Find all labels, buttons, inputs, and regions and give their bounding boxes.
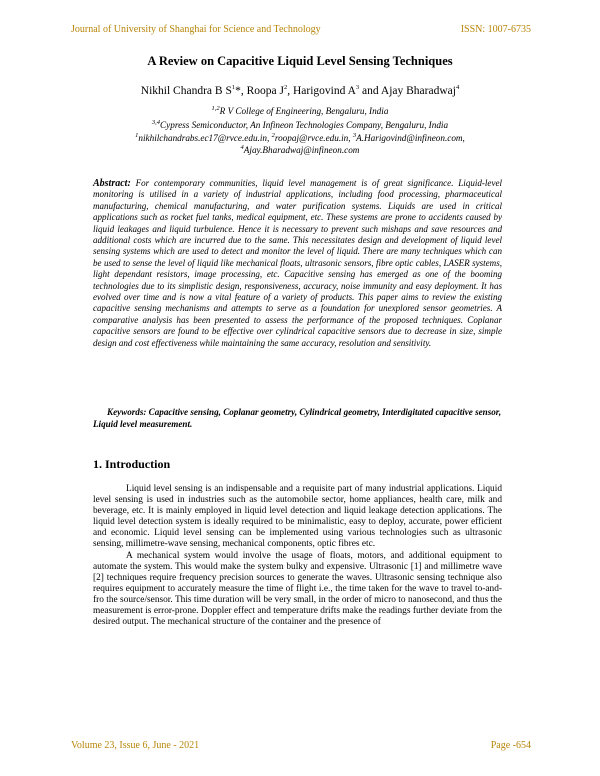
affiliation-text: R V College of Engineering, Bengaluru, India (219, 106, 389, 116)
email-text: nikhilchandrabs.ec17@rvce.edu.in, (138, 133, 272, 143)
author-sup: 1 (231, 84, 236, 92)
volume-footer: Volume 23, Issue 6, June - 2021 (71, 740, 200, 751)
affiliation-line (0, 106, 600, 117)
body-paragraph: Liquid level sensing is an indispensable and a requisite part of many industrial applications. Liquid level sensing is used in industries such as the automobile sector, home appliances, health care, milk and beverage, etc. It is mainly employed in liquid level detection and liquid leakage detection applications. The liquid level detection system is ideally required to be minimalistic, easy to deploy, accurate, power efficient and economic. Liquid level sensing can be implemented using various technologies such as ultrasonic sensing, millimetre-wave sensing, mechanical components, optic fibres etc. (93, 484, 502, 550)
abstract (93, 178, 502, 349)
author-sup: 3 (355, 84, 360, 92)
email-sup: 2 (271, 131, 275, 139)
email-text: Ajay.Bharadwaj@infineon.com (243, 145, 360, 155)
body-paragraph: A mechanical system would involve the usage of floats, motors, and additional equipment to automate the system. This would make the system bulky and expensive. Ultrasonic [1] and millimetre wave [2] techniques require frequency precision sources to generate the waves. Ultrasonic sensing technique also requires equipment to accurately measure the time of flight i.e., the time taken for the wave to travel to-and-fro the source/sensor. This time duration will be very small, in the order of micro to nanosecond, and thus the measurement is error-prone. Doppler effect and temperature drifts make the readings further deviate from the desired output. The mechanical structure of the container and the presence of (93, 550, 502, 628)
email-sup: 1 (135, 131, 139, 139)
author-list (0, 85, 600, 97)
author-separator: and (359, 85, 381, 97)
abstract-text: For contemporary communities, liquid level management is of great significance. Liquid-level monitoring is utilised in a variety of industrial applications, including food processing, pharmaceutical manufacturing, chemical manufacturing, and water purification systems. Liquids are used in critical applications such as rocket fuel tanks, medical equipment, etc. These systems are prone to accidents caused by liquid leakages and liquid turbulence. Hence it is necessary to prevent such mishaps and save resources and additional costs which are incurred due to the same. This necessitates design and development of liquid level sensing systems which are used to detect and monitor the level of liquid. There are many techniques which can be used to sense the level of liquid like mechanical floats, ultrasonic sensors, fibre optic cables, LASER systems, light dependant resistors, image processing, etc. Capacitive sensing has emerged as one of the booming technologies due to its simplistic design, responsiveness, accuracy, noise immunity and easy deployment. It has evolved over time and is now a vital feature of a variety of products. This paper aims to review the existing capacitive sensing mechanisms and attempts to serve as a foundation for unexplored sensor geometries. A comparative analysis has been presented to assess the performance of the proposed techniques. Coplanar capacitive sensors are found to be effective over cylindrical capacitive sensors due to decrease in size, simple design and cost effectiveness while maintaining the same accuracy, resolution and sensitivity. (93, 178, 502, 348)
affiliation-text: Cypress Semiconductor, An Infineon Technologies Company, Bengaluru, India (160, 120, 449, 130)
email-sup: 4 (240, 143, 244, 151)
issn-header: ISSN: 1007-6735 (460, 24, 531, 35)
introduction-body (93, 484, 502, 628)
email-text: A.Harigovind@infineon.com, (356, 133, 465, 143)
affiliation-sup: 1,2 (211, 104, 220, 112)
author-sup: 2 (283, 84, 288, 92)
author-name: Roopa J (246, 85, 284, 97)
paper-title: A Review on Capacitive Liquid Level Sensing Techniques (147, 54, 453, 68)
email-line (0, 145, 600, 156)
section-heading: 1. Introduction (93, 457, 171, 471)
email-text: roopaj@rvce.edu.in, (274, 133, 353, 143)
journal-header: Journal of University of Shanghai for Science and Technology (71, 24, 321, 35)
email-sup: 3 (352, 131, 357, 139)
author-name: Nikhil Chandra B S (140, 85, 232, 97)
author-sup: 4 (455, 84, 460, 92)
page-footer: Page -654 (490, 740, 531, 751)
abstract-label: Abstract: (93, 178, 131, 189)
author-separator: , (287, 85, 293, 97)
affiliation-line (0, 120, 600, 131)
author-name: Harigovind A (292, 85, 356, 97)
author-separator: *, (235, 85, 247, 97)
keywords: Keywords: Capacitive sensing, Coplanar geometry, Cylindrical geometry, Interdigitated capacitive sensor, Liquid level measurement. (93, 407, 502, 429)
author-name: Ajay Bharadwaj (380, 85, 456, 97)
affiliation-sup: 3,4 (151, 118, 161, 126)
email-line (0, 133, 600, 144)
